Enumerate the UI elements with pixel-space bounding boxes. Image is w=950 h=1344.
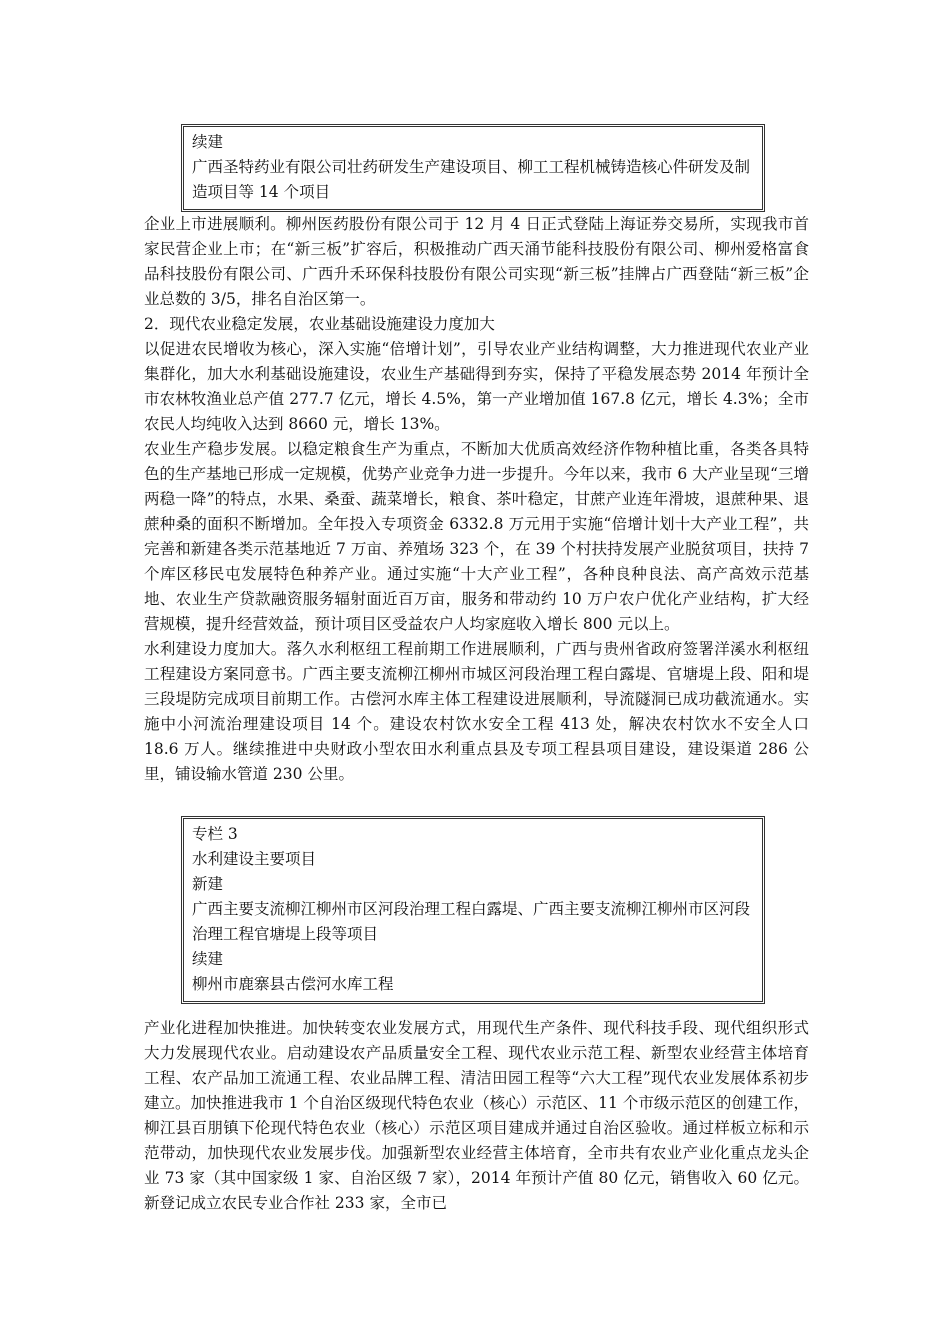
paragraph-industrialization: 产业化进程加快推进。加快转变农业发展方式，用现代生产条件、现代科技手段、现代组织形式大力发展现代农业。启动建设农产品质量安全工程、现代农业示范工程、新型农业经营主体培育工程、农产品加工流通工程、农业品牌工程、清洁田园工程等“六大工程”现代农业发展体系初步建立。加快推进我市 1 个自治区级现代特色农业（核心）示范区、11 个市级示范区的创建工作，柳江县百朋镇下伦现代特色农业（核心）示范区项目建成并通过自治区验收。通过样板立标和示范带动，加快现代农业发展步伐。加强新型农业经营主体培育，全市共有农业产业化重点龙头企业 73 家（其中国家级 1 家、自治区级 7 家），2014 年预计产值 80 亿元，销售收入 60 亿元。新登记成立农民专业合作社 233 家，全市已 (144, 1019, 809, 1212)
box-continued-projects: 柳州市鹿寨县古偿河水库工程 (192, 975, 394, 993)
paragraph-agriculture-overview: 以促进农民增收为核心，深入实施“倍增计划”，引导农业产业结构调整，大力推进现代农业产业集群化，加大水利基础设施建设，农业生产基础得到夯实，保持了平稳发展态势 2014 年预计全市农林牧渔业总产值 277.7 亿元，增长 4.5%，第一产业增加值 167.8 亿元，增长 4.3%；全市农民人均纯收入达到 8660 元，增长 13%。 (144, 340, 809, 433)
box-column-number: 专栏 3 (192, 825, 238, 843)
box-column-title: 水利建设主要项目 (192, 850, 317, 868)
paragraph-ipo-progress: 企业上市进展顺利。柳州医药股份有限公司于 12 月 4 日正式登陆上海证券交易所，实现我市首家民营企业上市；在“新三板”扩容后，积极推动广西天涌节能科技股份有限公司、柳州爱格富食品科技股份有限公司、广西升禾环保科技股份有限公司实现“新三板”挂牌占广西登陆“新三板”企业总数的 3/5，排名自治区第一。 (144, 215, 809, 308)
section-heading-agriculture: 2．现代农业稳定发展，农业基础设施建设力度加大 (144, 315, 495, 333)
box-new-label: 新建 (192, 875, 224, 893)
box-line-continued-projects: 广西圣特药业有限公司壮药研发生产建设项目、柳工工程机械铸造核心件研发及制造项目等 14 个项目 (192, 158, 751, 201)
body-text-section-1 (144, 212, 809, 787)
column-3-water-projects-box (181, 816, 765, 1004)
paragraph-water-conservancy: 水利建设力度加大。落久水利枢纽工程前期工作进展顺利，广西与贵州省政府签署洋溪水利枢纽工程建设方案同意书。广西主要支流柳江柳州市城区河段治理工程白露堤、官塘堤上段、阳和堤三段堤防完成项目前期工作。古偿河水库主体工程建设进展顺利，导流隧洞已成功截流通水。实施中小河流治理建设项目 14 个。建设农村饮水安全工程 413 处，解决农村饮水不安全人口 18.6 万人。继续推进中央财政小型农田水利重点县及专项工程县项目建设，建设渠道 286 公里，铺设输水管道 230 公里。 (144, 640, 809, 783)
continued-projects-box (181, 124, 765, 212)
box-continued-label: 续建 (192, 950, 224, 968)
box-line-continued-label: 续建 (192, 133, 224, 151)
box-new-projects: 广西主要支流柳江柳州市区河段治理工程白露堤、广西主要支流柳江柳州市区河段治理工程官塘堤上段等项目 (192, 900, 751, 943)
body-text-section-2 (144, 1016, 809, 1216)
paragraph-agri-production: 农业生产稳步发展。以稳定粮食生产为重点，不断加大优质高效经济作物种植比重，各类各具特色的生产基地已形成一定规模，优势产业竞争力进一步提升。今年以来，我市 6 大产业呈现“三增两稳一降”的特点，水果、桑蚕、蔬菜增长，粮食、茶叶稳定，甘蔗产业连年滑坡，退蔗种果、退蔗种桑的面积不断增加。全年投入专项资金 6332.8 万元用于实施“倍增计划十大产业工程”，共完善和新建各类示范基地近 7 万亩、养殖场 323 个，在 39 个村扶持发展产业脱贫项目，扶持 7 个库区移民屯发展特色种养产业。通过实施“十大产业工程”，各种良种良法、高产高效示范基地、农业生产贷款融资服务辐射面近百万亩，服务和带动约 10 万户农户优化产业结构，扩大经营规模，提升经营效益，预计项目区受益农户人均家庭收入增长 800 元以上。 (144, 440, 809, 633)
